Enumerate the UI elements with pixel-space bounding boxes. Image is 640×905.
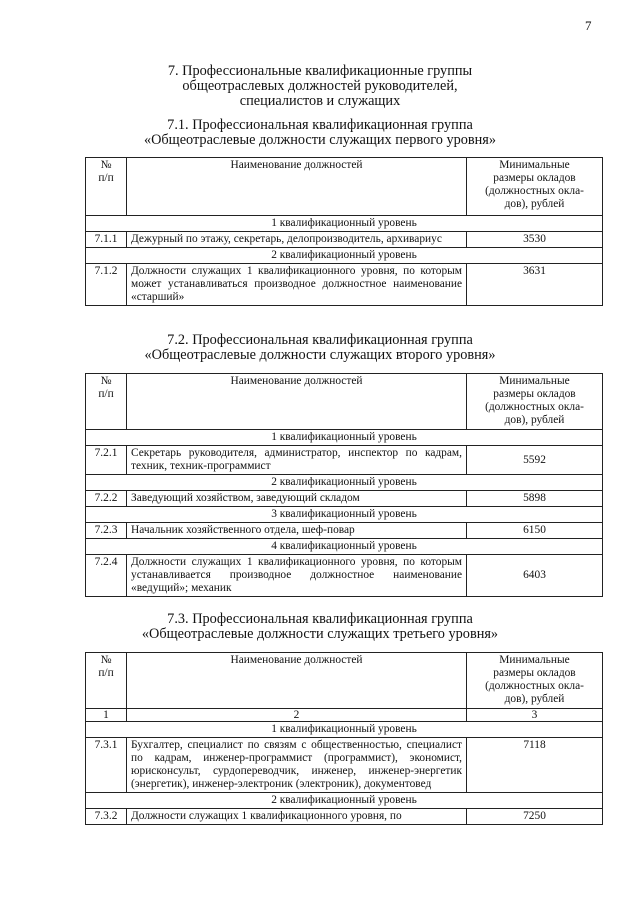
row-number: 7.1.2 (86, 264, 127, 306)
position-name: Начальник хозяйственного отдела, шеф-повар (127, 523, 467, 539)
row-number: 7.2.3 (86, 523, 127, 539)
header-number-line: № (100, 159, 112, 171)
salary-value: 7250 (467, 809, 603, 825)
qualification-level: 1 квалификационный уровень (86, 430, 603, 446)
main-heading (0, 64, 640, 109)
level-row (86, 539, 603, 555)
table-7-1 (85, 157, 603, 306)
row-number: 7.1.1 (86, 232, 127, 248)
header-name-cell: Наименование должностей (127, 653, 467, 709)
header-number-line: п/п (98, 667, 114, 679)
main-heading-line: специалистов и служащих (239, 93, 401, 109)
header-salary-cell (467, 374, 603, 430)
main-heading-line: общеотраслевых должностей руководителей, (182, 78, 458, 94)
column-number: 2 (127, 709, 467, 722)
header-salary-line: (должностных окла- (485, 680, 584, 692)
section-title-line: 7.1. Профессиональная квалификационная группа (167, 117, 473, 133)
header-salary-line: Минимальные (499, 159, 570, 171)
position-name: Бухгалтер, специалист по связям с общественностью, специалист по кадрам, инженер-программист (программист), экономист, юрисконсульт, сурдопереводчик, инженер, инженер-энергетик (энергетик), инженер-электроник (электроник), документовед (127, 738, 467, 793)
section-7-1-title (0, 118, 640, 148)
qualification-level: 2 квалификационный уровень (86, 248, 603, 264)
page-number: 7 (585, 18, 592, 33)
salary-value: 6403 (467, 555, 603, 597)
header-number-cell (86, 374, 127, 430)
table-header-row (86, 158, 603, 216)
section-7-3-title (0, 612, 640, 642)
level-row (86, 507, 603, 523)
table-7-3 (85, 652, 603, 825)
salary-value: 5592 (467, 446, 603, 475)
column-number: 1 (86, 709, 127, 722)
salary-value: 7118 (467, 738, 603, 793)
row-number: 7.2.2 (86, 491, 127, 507)
row-number: 7.3.1 (86, 738, 127, 793)
header-number-line: п/п (98, 388, 114, 400)
column-number: 3 (467, 709, 603, 722)
position-name: Секретарь руководителя, администратор, инспектор по кадрам, техник, техник-программист (127, 446, 467, 475)
salary-value: 6150 (467, 523, 603, 539)
section-title-line: «Общеотраслевые должности служащих первого уровня» (143, 132, 497, 148)
row-number: 7.3.2 (86, 809, 127, 825)
qualification-level: 1 квалификационный уровень (86, 722, 603, 738)
table-header-row (86, 374, 603, 430)
header-salary-line: размеры окладов (493, 172, 576, 184)
table-row (86, 738, 603, 793)
level-row (86, 722, 603, 738)
table-row (86, 232, 603, 248)
main-heading-line: 7. Профессиональные квалификационные группы (167, 63, 473, 79)
table-7-2 (85, 373, 603, 597)
header-salary-line: (должностных окла- (485, 401, 584, 413)
header-number-line: № (100, 654, 112, 666)
header-salary-line: дов), рублей (504, 198, 565, 210)
table-header-row (86, 653, 603, 709)
level-row (86, 430, 603, 446)
header-name-cell: Наименование должностей (127, 374, 467, 430)
row-number: 7.2.1 (86, 446, 127, 475)
section-7-2-title (0, 333, 640, 363)
salary-value: 3530 (467, 232, 603, 248)
header-name-cell: Наименование должностей (127, 158, 467, 216)
table-row (86, 491, 603, 507)
table-row (86, 523, 603, 539)
salary-value: 3631 (467, 264, 603, 306)
position-name: Должности служащих 1 квалификационного уровня, по которым устанавливается производное должностное наименование «ведущий»; механик (127, 555, 467, 597)
header-salary-line: Минимальные (499, 375, 570, 387)
header-salary-line: размеры окладов (493, 667, 576, 679)
header-salary-cell (467, 158, 603, 216)
table-row (86, 264, 603, 306)
header-number-cell (86, 653, 127, 709)
level-row (86, 793, 603, 809)
level-row (86, 248, 603, 264)
qualification-level: 2 квалификационный уровень (86, 793, 603, 809)
qualification-level: 3 квалификационный уровень (86, 507, 603, 523)
table-row (86, 809, 603, 825)
header-salary-line: дов), рублей (504, 693, 565, 705)
header-salary-line: Минимальные (499, 654, 570, 666)
level-row (86, 475, 603, 491)
section-title-line: 7.2. Профессиональная квалификационная группа (167, 332, 473, 348)
position-name: Дежурный по этажу, секретарь, делопроизводитель, архивариус (127, 232, 467, 248)
section-title-line: 7.3. Профессиональная квалификационная группа (167, 611, 473, 627)
position-name: Должности служащих 1 квалификационного уровня, по (127, 809, 467, 825)
column-numbers-row (86, 709, 603, 722)
position-name: Заведующий хозяйством, заведующий складом (127, 491, 467, 507)
section-title-line: «Общеотраслевые должности служащих третьего уровня» (141, 626, 499, 642)
table-row (86, 555, 603, 597)
position-name: Должности служащих 1 квалификационного уровня, по которым может устанавливаться производное должностное наименование «старший» (127, 264, 467, 306)
qualification-level: 4 квалификационный уровень (86, 539, 603, 555)
table-row (86, 446, 603, 475)
header-salary-line: размеры окладов (493, 388, 576, 400)
header-salary-line: дов), рублей (504, 414, 565, 426)
level-row (86, 216, 603, 232)
qualification-level: 1 квалификационный уровень (86, 216, 603, 232)
header-number-line: № (100, 375, 112, 387)
header-number-cell (86, 158, 127, 216)
salary-value: 5898 (467, 491, 603, 507)
header-number-line: п/п (98, 172, 114, 184)
header-salary-line: (должностных окла- (485, 185, 584, 197)
header-salary-cell (467, 653, 603, 709)
qualification-level: 2 квалификационный уровень (86, 475, 603, 491)
row-number: 7.2.4 (86, 555, 127, 597)
section-title-line: «Общеотраслевые должности служащих второго уровня» (144, 347, 496, 363)
